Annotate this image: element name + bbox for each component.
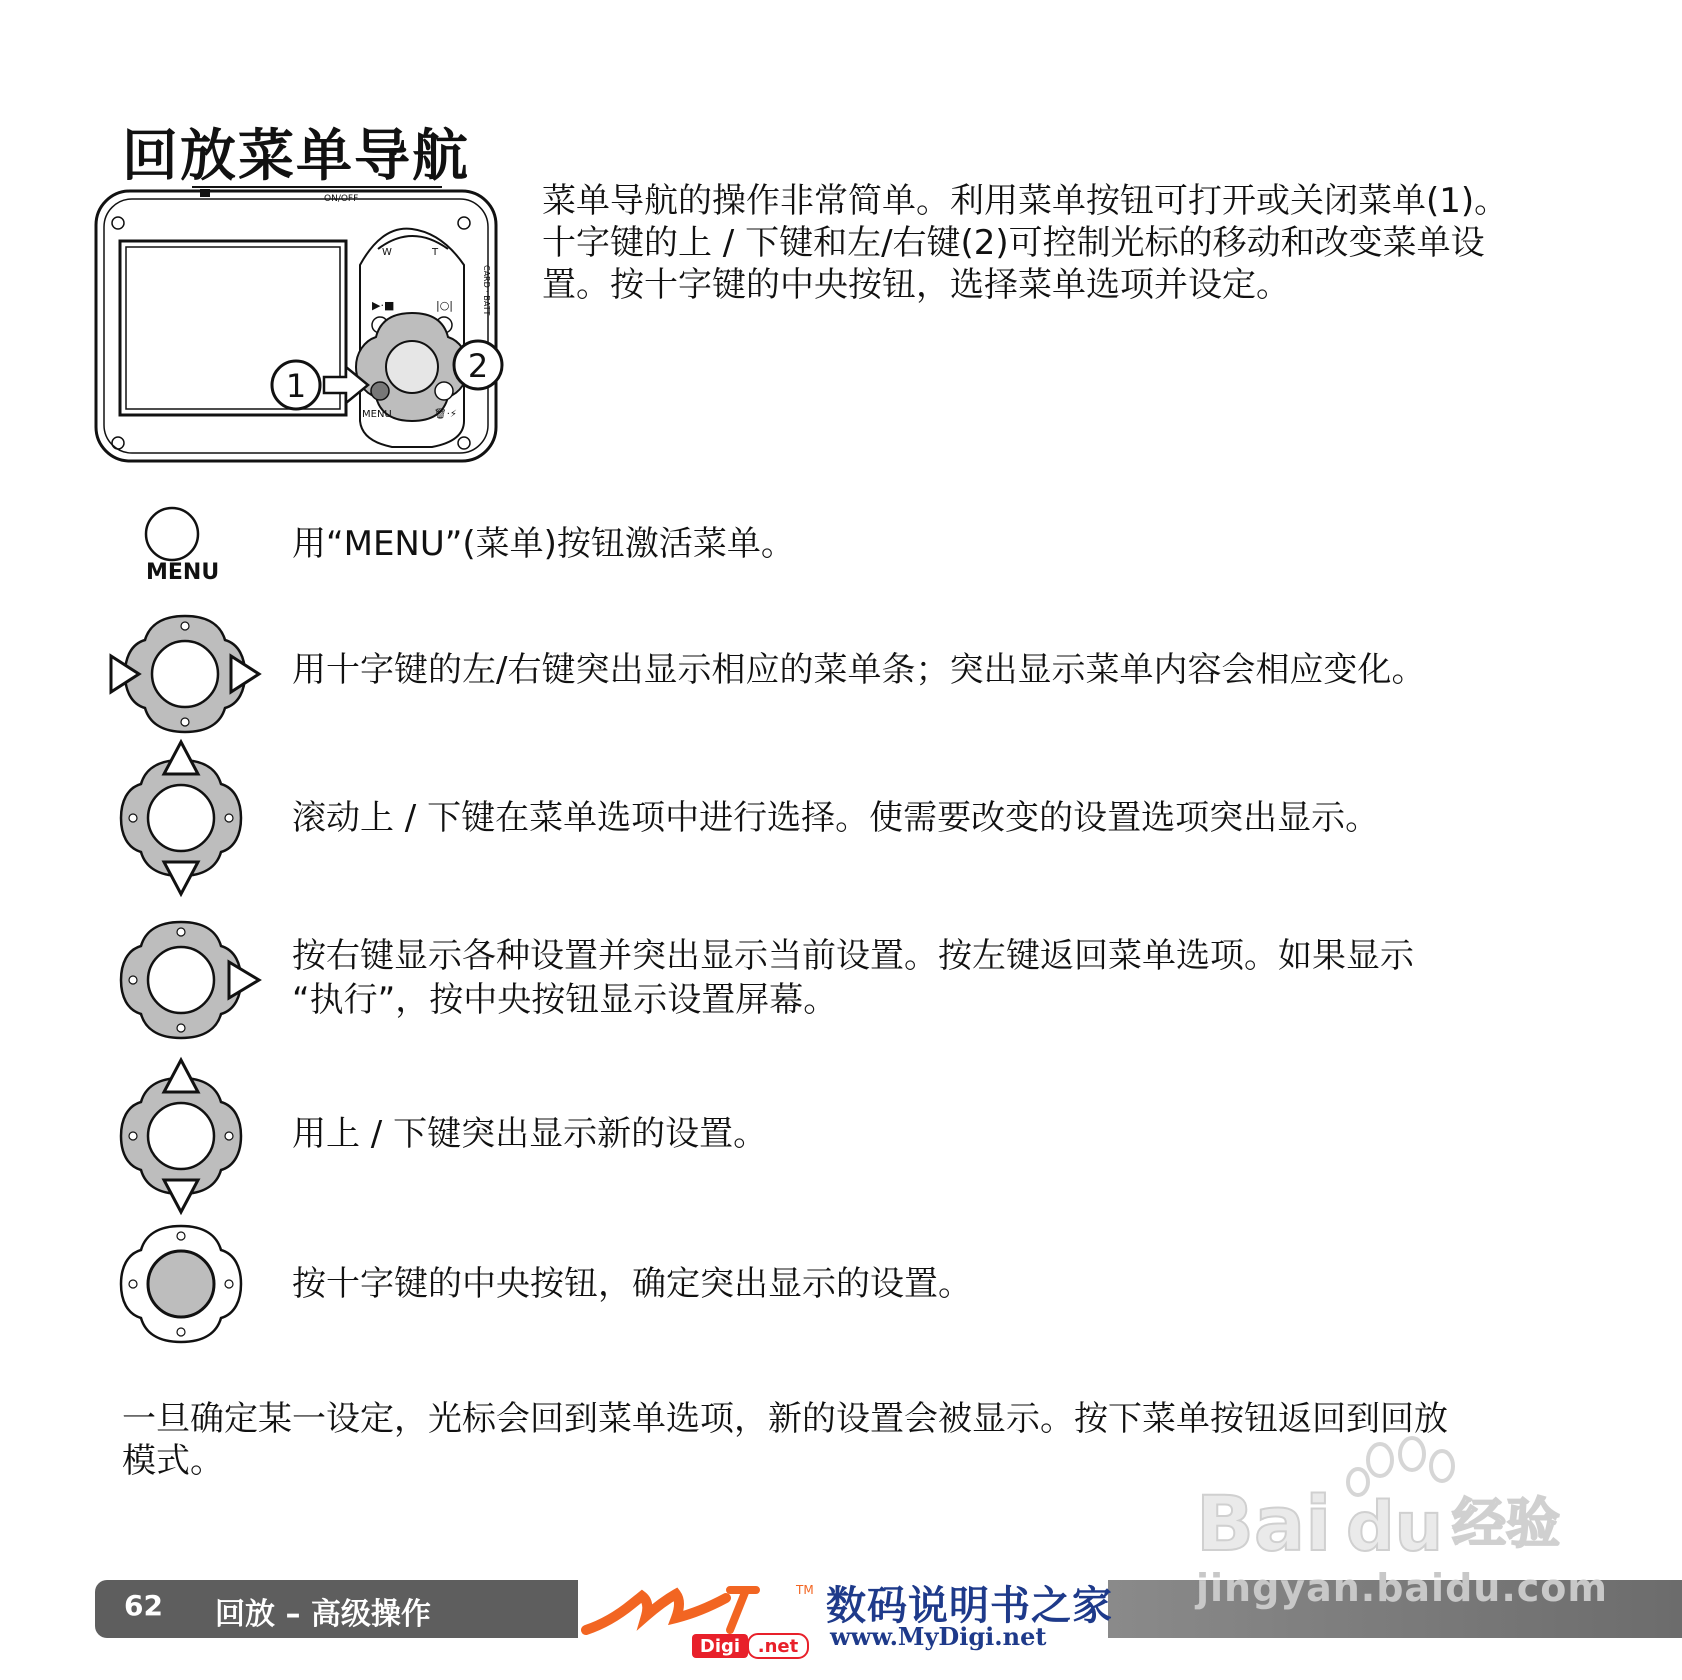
zoom-tele-label: T [432,247,439,258]
logo-site-name: 数码说明书之家 [826,1583,1113,1629]
step-2-text: 用十字键的左/右键突出显示相应的菜单条；突出显示菜单内容会相应变化。 [292,650,1426,690]
svg-text:Bai: Bai [1196,1479,1332,1560]
onoff-label: ON/OFF [324,194,359,204]
intro-paragraph [542,180,1582,306]
svg-text:1: 1 [285,367,307,405]
intro-line: 置。按十字键的中央按钮，选择菜单选项并设定。 [542,265,1290,305]
svg-text:经验: 经验 [1452,1492,1560,1555]
footer-section-title: 回放 – 高级操作 [215,1597,431,1632]
intro-line: 菜单导航的操作非常简单。利用菜单按钮可打开或关闭菜单(1)。 [542,181,1509,221]
arrow-down-icon [164,1180,198,1212]
controller-left-right-icon [100,612,270,736]
card-batt-label: CARD · BATT [482,265,491,316]
svg-text:TM: TM [796,1583,814,1597]
net-badge: .net [757,1636,799,1657]
svg-text:du: du [1346,1488,1444,1560]
page-number: 62 [124,1589,163,1622]
arrow-up-icon [164,742,198,774]
controller-right-icon [106,918,266,1042]
camera-menu-label: MENU [362,409,392,420]
step-5-text: 用上 / 下键突出显示新的设置。 [292,1114,768,1154]
mydigi-logo [580,1572,830,1672]
arrow-right-icon [229,962,259,998]
intro-line: 十字键的上 / 下键和左/右键(2)可控制光标的移动和改变菜单设 [542,223,1485,263]
svg-text:2: 2 [467,347,489,385]
watermark-url: jingyan.baidu.com [1196,1566,1608,1610]
controller-up-down-icon [106,738,256,898]
page-title: 回放菜单导航 [122,124,470,189]
menu-button-icon [142,504,206,564]
logo-site-url: www.MyDigi.net [830,1622,1047,1651]
zoom-wide-label: W [382,247,392,258]
step-4-text: 按右键显示各种设置并突出显示当前设置。按左键返回菜单选项。如果显示 “执行”，按中央按钮显示设置屏幕。 [292,936,1414,1020]
step-1-text: 用“MENU”(菜单)按钮激活菜单。 [292,524,795,564]
menu-button-caption: MENU [146,560,220,585]
controller-center-icon [116,1222,246,1346]
camera-back-illustration [92,185,512,475]
arrow-down-icon [164,862,198,894]
svg-text:🗑·⚡: 🗑·⚡ [434,409,457,420]
closing-paragraph: 一旦确定某一设定，光标会回到菜单选项，新的设置会被显示。按下菜单按钮返回到回放 模式。 [122,1399,1448,1481]
svg-text:▶·■: ▶·■ [372,299,395,312]
camera-menu-button [371,382,389,400]
baidu-watermark [1190,1430,1590,1560]
step-6-text: 按十字键的中央按钮，确定突出显示的设置。 [292,1264,972,1304]
step-3-text: 滚动上 / 下键在菜单选项中进行选择。使需要改变的设置选项突出显示。 [292,798,1380,838]
arrow-up-icon [164,1060,198,1092]
arrow-right-icon [231,656,259,692]
controller-up-down-icon [106,1056,256,1216]
svg-text:|○|: |○| [436,299,454,312]
digi-badge: Digi [699,1636,741,1657]
